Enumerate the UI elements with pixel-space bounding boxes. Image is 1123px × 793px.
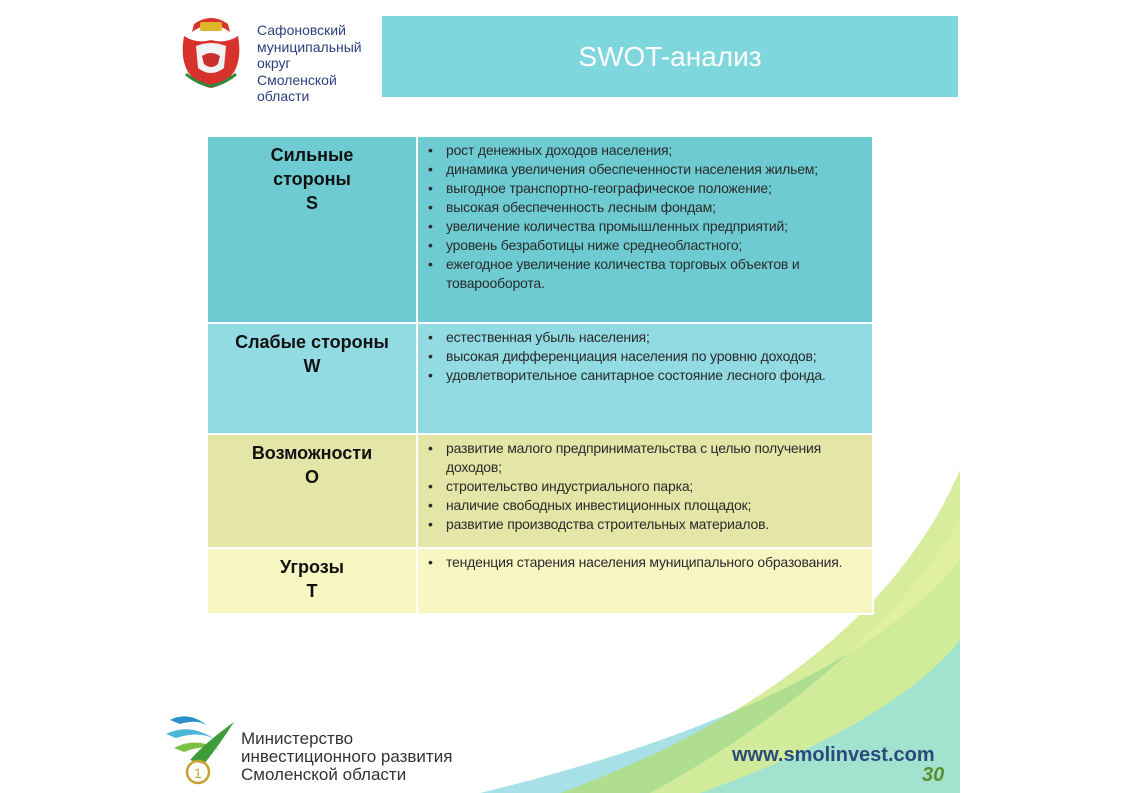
- municipality-line: Сафоновский: [257, 22, 346, 38]
- municipality-line: муниципальный: [257, 38, 362, 55]
- swot-table: [206, 135, 874, 615]
- ministry-line: инвестиционного развития: [241, 747, 453, 766]
- list-item: • развитие производства строительных материалов.: [428, 516, 769, 532]
- list-item-text: выгодное транспортно-географическое положение;: [446, 180, 772, 196]
- list-item: • высокая дифференциация населения по уровню доходов;: [428, 348, 817, 364]
- list-item: • тенденция старения населения муниципального образования.: [428, 554, 843, 570]
- weaknesses-heading: [207, 323, 417, 434]
- heading-line: Возможности: [251, 443, 373, 463]
- list-item-text: развитие производства строительных материалов.: [446, 516, 769, 532]
- list-item: • естественная убыль населения;: [428, 329, 650, 345]
- ministry-line: Смоленской области: [241, 765, 407, 784]
- heading-line: стороны: [273, 169, 351, 189]
- heading-letter: T: [306, 581, 318, 601]
- list-item-text: уровень безработицы ниже среднеобластного;: [446, 237, 743, 253]
- ministry-line: Министерство: [241, 729, 354, 748]
- list-item: • увеличение количества промышленных предприятий;: [428, 218, 788, 234]
- municipality-line: округ: [257, 55, 291, 72]
- strengths-list: [417, 136, 873, 323]
- list-item: • развитие малого предпринимательства с целью получения доходов;: [428, 440, 822, 475]
- list-item: • строительство индустриального парка;: [428, 478, 694, 494]
- swot-row-weaknesses: [207, 323, 873, 434]
- list-item-text: высокая обеспеченность лесным фондам;: [446, 199, 716, 215]
- heading-line: Угрозы: [279, 557, 345, 577]
- heading-letter: S: [305, 193, 318, 213]
- coat-of-arms-icon: [178, 14, 244, 90]
- website-link[interactable]: www.smolinvest.com: [732, 744, 935, 766]
- list-item-text: наличие свободных инвестиционных площадок;: [446, 497, 752, 513]
- list-item-text: рост денежных доходов населения;: [446, 142, 673, 158]
- list-item: • ежегодное увеличение количества торговых объектов и товарооборота.: [428, 256, 800, 291]
- ministry-name: [241, 730, 452, 784]
- heading-line: Слабые стороны: [235, 332, 389, 352]
- opportunities-heading: [207, 434, 417, 548]
- strengths-heading: [207, 136, 417, 323]
- list-item: • наличие свободных инвестиционных площадок;: [428, 497, 752, 513]
- municipality-name: [257, 22, 379, 105]
- title-banner: [382, 16, 958, 97]
- heading-letter: O: [304, 467, 319, 487]
- municipality-line: области: [257, 88, 310, 105]
- list-item-text: увеличение количества промышленных предприятий;: [446, 218, 788, 234]
- list-item: • удовлетворительное санитарное состояние лесного фонда.: [428, 367, 826, 383]
- list-item: • выгодное транспортно-географическое положение;: [428, 180, 772, 196]
- list-item-text: высокая дифференциация населения по уровню доходов;: [446, 348, 817, 364]
- opportunities-list: [417, 434, 873, 548]
- heading-letter: W: [303, 356, 321, 376]
- list-item-text: динамика увеличения обеспеченности населения жильем;: [446, 161, 818, 177]
- list-item-text: ежегодное увеличение количества торговых объектов и товарооборота.: [446, 256, 800, 291]
- swot-row-strengths: [207, 136, 873, 323]
- list-item-text: развитие малого предпринимательства с целью получения доходов;: [446, 440, 822, 475]
- threats-list: [417, 548, 873, 614]
- ministry-bird-logo-icon: [160, 700, 240, 790]
- list-item: • динамика увеличения обеспеченности населения жильем;: [428, 161, 818, 177]
- list-item-text: удовлетворительное санитарное состояние лесного фонда.: [446, 367, 826, 383]
- svg-text:1: 1: [194, 765, 202, 781]
- heading-line: Сильные: [270, 145, 354, 165]
- swot-row-opportunities: [207, 434, 873, 548]
- list-item: • рост денежных доходов населения;: [428, 142, 673, 158]
- list-item: • уровень безработицы ниже среднеобластного;: [428, 237, 743, 253]
- list-item: • высокая обеспеченность лесным фондам;: [428, 199, 716, 215]
- weaknesses-list: [417, 323, 873, 434]
- page-number: 30: [922, 764, 945, 786]
- threats-heading: [207, 548, 417, 614]
- swot-row-threats: [207, 548, 873, 614]
- list-item-text: строительство индустриального парка;: [446, 478, 694, 494]
- municipality-line: Смоленской: [257, 71, 337, 88]
- list-item-text: естественная убыль населения;: [446, 329, 650, 345]
- page-title: SWOT-анализ: [578, 40, 762, 72]
- list-item-text: тенденция старения населения муниципального образования.: [446, 554, 843, 570]
